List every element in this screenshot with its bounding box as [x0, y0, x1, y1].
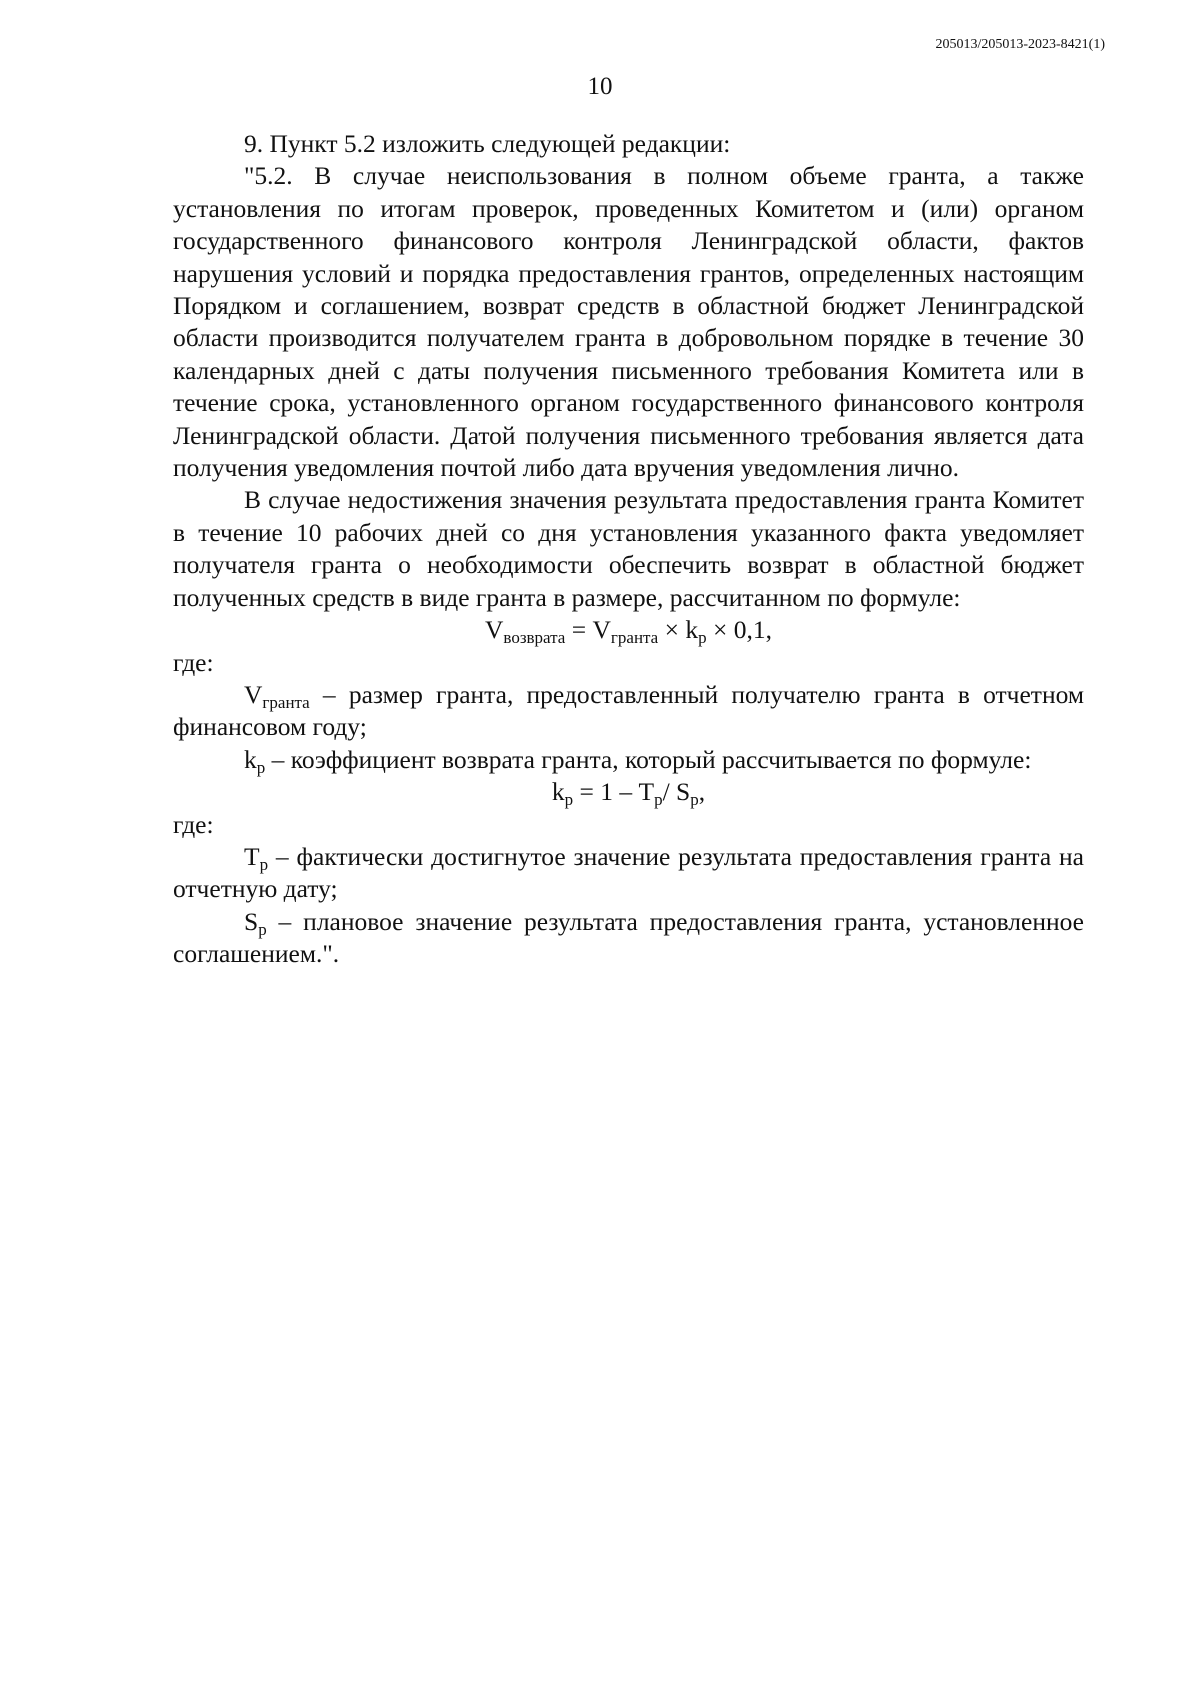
definition-s [173, 906, 1084, 971]
page-number: 10 [587, 73, 613, 100]
formula-equals: = [565, 615, 593, 645]
def-k-subscript: р [256, 757, 266, 777]
formula-coefficient [173, 776, 1084, 808]
formula2-k-subscript: р [564, 790, 574, 810]
definition-v-grant [173, 679, 1084, 744]
formula-rest: × 0,1, [706, 615, 773, 645]
formula-v-grant-subscript: гранта [610, 628, 659, 648]
formula-k-symbol: k [685, 615, 699, 645]
formula2-k-symbol: k [551, 777, 565, 807]
where-label-2: где: [173, 809, 214, 839]
paragraph-5-2: "5.2. В случае неиспользования в полном объеме гранта, а также установления по итогам проверок, проведенных Комитетом и (или) органом государственного финансового контроля Ленинградской области, фактов нарушения условий и порядка предоставления грантов, определенных настоящим Порядком и соглашением, возврат средств в областной бюджет Ленинградской области производится получателем гранта в добровольном порядке в течение 30 календарных дней с даты получения письменного требования Комитета или в течение срока, установленного органом государственного финансового контроля Ленинградской области. Датой получения письменного требования является дата получения уведомления почтой либо дата вручения уведомления лично. [173, 161, 1084, 483]
def-v-subscript: гранта [262, 692, 310, 712]
def-v-symbol: V [244, 679, 263, 709]
where-label-1: где: [173, 647, 214, 677]
formula-return-amount [173, 614, 1084, 646]
formula2-t-subscript: р [654, 790, 663, 810]
def-t-symbol: T [244, 841, 260, 871]
definition-t [173, 841, 1084, 906]
definition-k [173, 744, 1084, 776]
def-v-text: – размер гранта, предоставленный получателю гранта в отчетном финансовом году; [173, 679, 1084, 742]
formula-times: × [658, 615, 686, 645]
formula2-middle: = 1 – T [573, 777, 655, 807]
formula-v-subscript: возврата [503, 628, 566, 648]
def-k-text: – коэффициент возврата гранта, который рассчитывается по формуле: [265, 744, 1032, 774]
formula-k-subscript: р [698, 628, 707, 648]
formula2-slash: / S [662, 777, 691, 807]
def-t-text: – фактически достигнутое значение результата предоставления гранта на отчетную дату; [173, 841, 1084, 904]
def-t-subscript: р [259, 854, 269, 874]
document-id: 205013/205013-2023-8421(1) [935, 37, 1105, 52]
formula2-s-subscript: р [690, 790, 699, 810]
item-heading: 9. Пункт 5.2 изложить следующей редакции: [244, 129, 731, 158]
formula2-end: , [698, 777, 706, 807]
formula-v-grant-symbol: V [592, 615, 611, 645]
def-s-symbol: S [244, 906, 259, 936]
def-k-symbol: k [244, 744, 257, 774]
paragraph-not-achieved: В случае недостижения значения результата предоставления гранта Комитет в течение 10 рабочих дней со дня установления указанного факта уведомляет получателя гранта о необходимости обеспечить возврат в областной бюджет полученных средств в виде гранта в размере, рассчитанном по формуле: [173, 485, 1084, 612]
formula-v-symbol: V [484, 615, 504, 645]
document-body [173, 128, 1084, 971]
def-s-text: – плановое значение результата предоставления гранта, установленное соглашением.". [173, 906, 1084, 969]
def-s-subscript: р [258, 919, 267, 939]
